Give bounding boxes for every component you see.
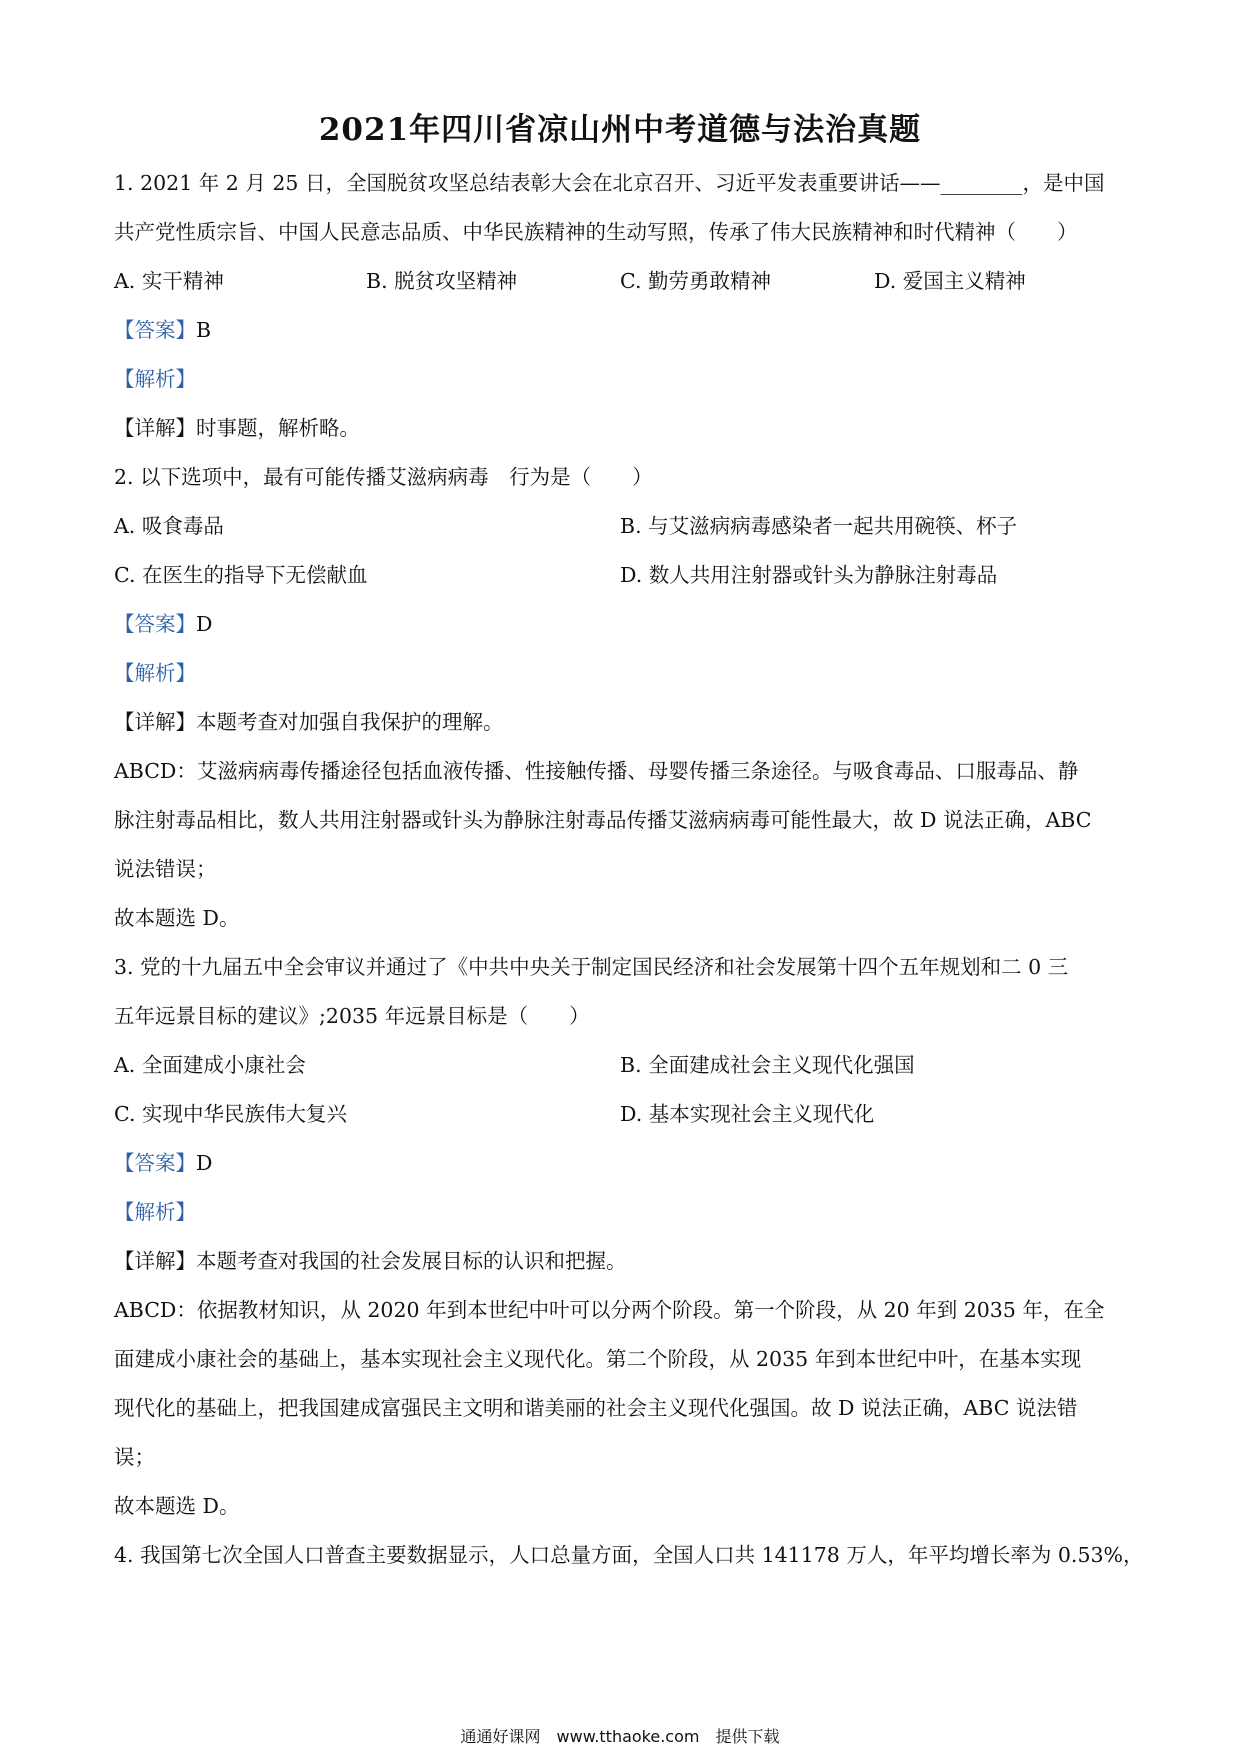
q3-detail-line-5: 误； (114, 1445, 155, 1469)
q2-option-a: A. 吸食毒品 (114, 514, 224, 538)
q3-analysis-label: 【解析】 (114, 1200, 196, 1224)
q4-stem-line-1: 4. 我国第七次全国人口普查主要数据显示，人口总量方面，全国人口共 141178 万人，年平均增长率为 0.53%， (114, 1543, 1144, 1567)
q2-detail-line-1: 【详解】本题考查对加强自我保护的理解。 (114, 710, 504, 734)
q3-stem-line-2: 五年远景目标的建议》;2035 年远景目标是（ ） (114, 1004, 590, 1028)
q2-analysis-label: 【解析】 (114, 661, 196, 685)
page-footer: 通通好课网 www.tthaoke.com 提供下载 (460, 1727, 780, 1746)
q2-answer (114, 609, 1134, 639)
q1-detail-line-1: 【详解】时事题，解析略。 (114, 416, 360, 440)
q3-detail-line-2: ABCD：依据教材知识，从 2020 年到本世纪中叶可以分两个阶段。第一个阶段，从 20 年到 2035 年，在全 (114, 1298, 1105, 1322)
q1-option-a: A. 实干精神 (114, 269, 224, 293)
answer-label: 【答案】 (114, 1151, 196, 1175)
answer-label: 【答案】 (114, 612, 196, 636)
q1-option-c: C. 勤劳勇敢精神 (620, 269, 771, 293)
q2-detail-line-5: 故本题选 D。 (114, 906, 240, 930)
q1-answer (114, 315, 1134, 345)
q1-stem-line-1: 1. 2021 年 2 月 25 日，全国脱贫攻坚总结表彰大会在北京召开、习近平发表重要讲话——________，是中国 (114, 171, 1105, 195)
q3-option-c: C. 实现中华民族伟大复兴 (114, 1102, 347, 1126)
answer-label: 【答案】 (114, 318, 196, 342)
q3-detail-line-4: 现代化的基础上，把我国建成富强民主文明和谐美丽的社会主义现代化强国。故 D 说法正确，ABC 说法错 (114, 1396, 1078, 1420)
q1-option-b: B. 脱贫攻坚精神 (366, 269, 518, 293)
q3-answer (114, 1148, 1134, 1178)
q3-detail-line-6: 故本题选 D。 (114, 1494, 240, 1518)
q2-detail-line-4: 说法错误； (114, 857, 217, 881)
page-title: 2021年四川省凉山州中考道德与法治真题 (318, 112, 922, 148)
q3-stem-line-1: 3. 党的十九届五中全会审议并通过了《中共中央关于制定国民经济和社会发展第十四个五年规划和二 0 三 (114, 955, 1069, 979)
answer-value: D (196, 612, 213, 636)
q1-analysis-label: 【解析】 (114, 367, 196, 391)
q3-option-b: B. 全面建成社会主义现代化强国 (620, 1053, 915, 1077)
q2-stem-line-1: 2. 以下选项中，最有可能传播艾滋病病毒 行为是（ ） (114, 465, 653, 489)
q2-detail-line-3: 脉注射毒品相比，数人共用注射器或针头为静脉注射毒品传播艾滋病病毒可能性最大，故 D 说法正确，ABC (114, 808, 1092, 832)
answer-value: D (196, 1151, 213, 1175)
q1-option-d: D. 爱国主义精神 (874, 269, 1026, 293)
q3-option-a: A. 全面建成小康社会 (114, 1053, 306, 1077)
q2-option-b: B. 与艾滋病病毒感染者一起共用碗筷、杯子 (620, 514, 1018, 538)
q3-detail-line-1: 【详解】本题考查对我国的社会发展目标的认识和把握。 (114, 1249, 627, 1273)
q3-detail-line-3: 面建成小康社会的基础上，基本实现社会主义现代化。第二个阶段，从 2035 年到本世纪中叶，在基本实现 (114, 1347, 1082, 1371)
q1-stem-line-2: 共产党性质宗旨、中国人民意志品质、中华民族精神的生动写照，传承了伟大民族精神和时代精神（ ） (114, 220, 1078, 244)
q3-option-d: D. 基本实现社会主义现代化 (620, 1102, 875, 1126)
q2-option-c: C. 在医生的指导下无偿献血 (114, 563, 368, 587)
q2-detail-line-2: ABCD：艾滋病病毒传播途径包括血液传播、性接触传播、母婴传播三条途径。与吸食毒品、口服毒品、静 (114, 759, 1079, 783)
answer-value: B (196, 318, 212, 342)
q2-option-d: D. 数人共用注射器或针头为静脉注射毒品 (620, 563, 998, 587)
